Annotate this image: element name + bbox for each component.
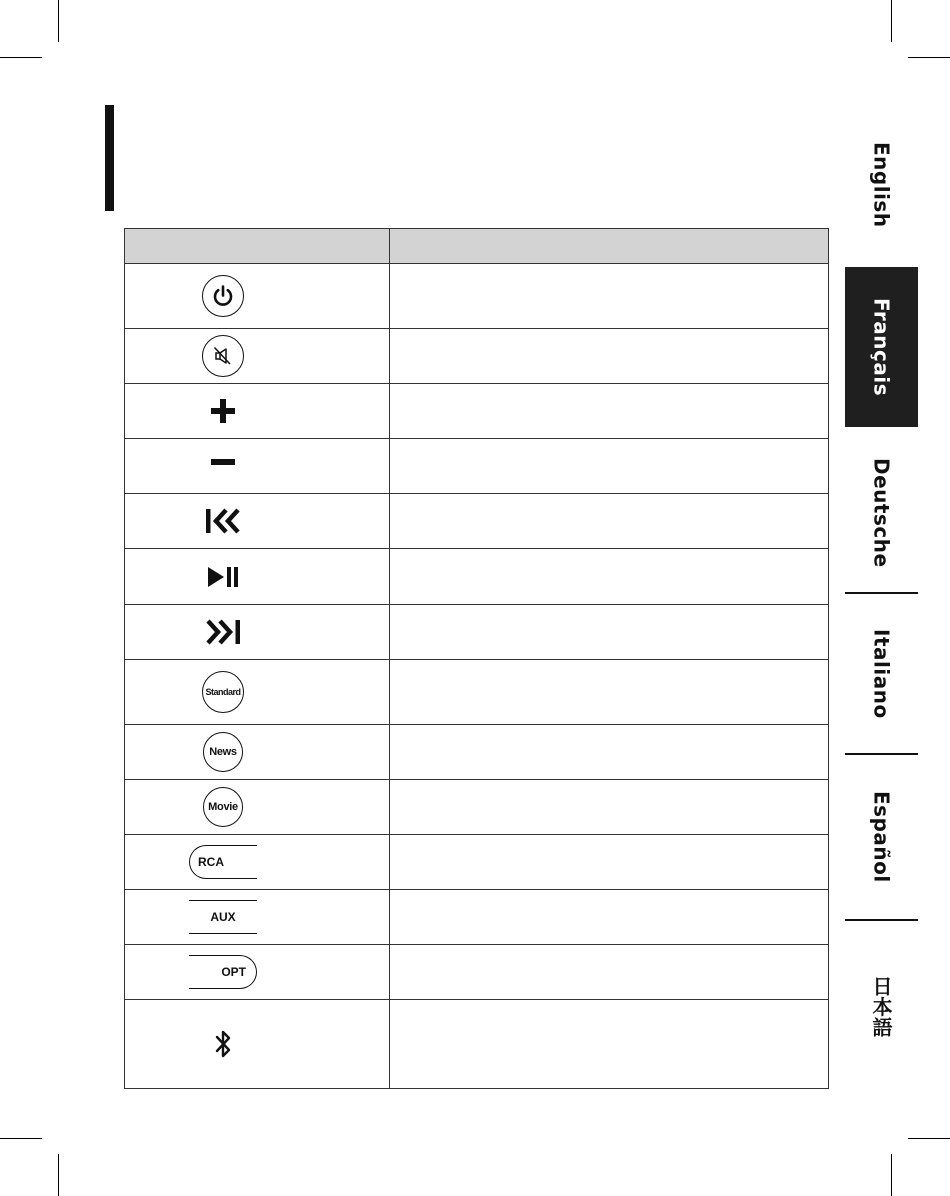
crop-mark: [891, 1154, 892, 1196]
row-description: [390, 384, 829, 439]
crop-mark: [908, 57, 950, 58]
language-sidebar: [845, 110, 918, 1090]
row-description: [390, 1000, 829, 1089]
table-row: [125, 549, 829, 605]
table-row: [125, 890, 829, 945]
play-pause-icon: [206, 565, 240, 589]
row-description: [390, 494, 829, 549]
standard-mode-label: Standard: [205, 687, 241, 697]
crop-mark: [908, 1138, 950, 1139]
crop-mark: [891, 0, 892, 42]
aux-input-icon: [189, 900, 257, 934]
table-row: [125, 1000, 829, 1089]
mute-icon: [202, 335, 244, 377]
opt-input-label: OPT: [221, 965, 246, 979]
tab-divider: [845, 919, 918, 921]
crop-mark: [58, 1154, 59, 1196]
news-mode-label: News: [209, 746, 237, 758]
row-description: [390, 264, 829, 329]
previous-track-icon: [204, 507, 242, 535]
volume-down-icon: [210, 458, 236, 466]
movie-mode-label: Movie: [208, 801, 238, 813]
table-row: [125, 725, 829, 780]
table-row: [125, 264, 829, 329]
language-label: Deutsche: [869, 457, 894, 568]
opt-input-icon: [189, 955, 257, 989]
language-label: Español: [869, 791, 894, 883]
language-label: 日本語: [869, 976, 893, 1038]
crop-mark: [0, 1138, 42, 1139]
language-tab-english[interactable]: [845, 110, 918, 260]
header-cell-button: [125, 229, 390, 264]
language-tab-italiano[interactable]: [845, 595, 918, 753]
language-label: English: [869, 142, 894, 228]
row-description: [390, 329, 829, 384]
table-header-row: [125, 229, 829, 264]
language-tab-espanol[interactable]: [845, 756, 918, 918]
standard-mode-icon: [202, 671, 244, 713]
row-description: [390, 835, 829, 890]
crop-mark: [58, 0, 59, 42]
controls-table: [124, 228, 829, 1089]
table-row: [125, 835, 829, 890]
row-description: [390, 945, 829, 1000]
table-row: [125, 494, 829, 549]
movie-mode-icon: [203, 787, 243, 827]
section-title-bar: [105, 105, 114, 211]
crop-mark: [0, 57, 42, 58]
table-row: [125, 439, 829, 494]
table-row: [125, 780, 829, 835]
table-row: [125, 329, 829, 384]
language-tab-deutsche[interactable]: [845, 435, 918, 590]
row-description: [390, 780, 829, 835]
header-cell-function: [390, 229, 829, 264]
language-label: Français: [869, 297, 894, 397]
bluetooth-icon: [214, 1028, 232, 1060]
table-row: [125, 945, 829, 1000]
table-row: [125, 660, 829, 725]
row-description: [390, 890, 829, 945]
row-description: [390, 725, 829, 780]
language-label: Italiano: [869, 629, 894, 719]
table-row: [125, 605, 829, 660]
row-description: [390, 605, 829, 660]
rca-input-icon: [189, 845, 257, 879]
tab-divider: [845, 592, 918, 594]
language-tab-francais[interactable]: [845, 267, 918, 427]
row-description: [390, 660, 829, 725]
rca-input-label: RCA: [198, 855, 224, 869]
news-mode-icon: [203, 732, 243, 772]
language-tab-japanese[interactable]: [845, 922, 918, 1092]
row-description: [390, 439, 829, 494]
table-row: [125, 384, 829, 439]
aux-input-label: AUX: [210, 910, 236, 924]
tab-divider: [845, 753, 918, 755]
row-description: [390, 549, 829, 605]
power-icon: [202, 275, 244, 317]
next-track-icon: [204, 618, 242, 646]
volume-up-icon: [210, 398, 236, 424]
